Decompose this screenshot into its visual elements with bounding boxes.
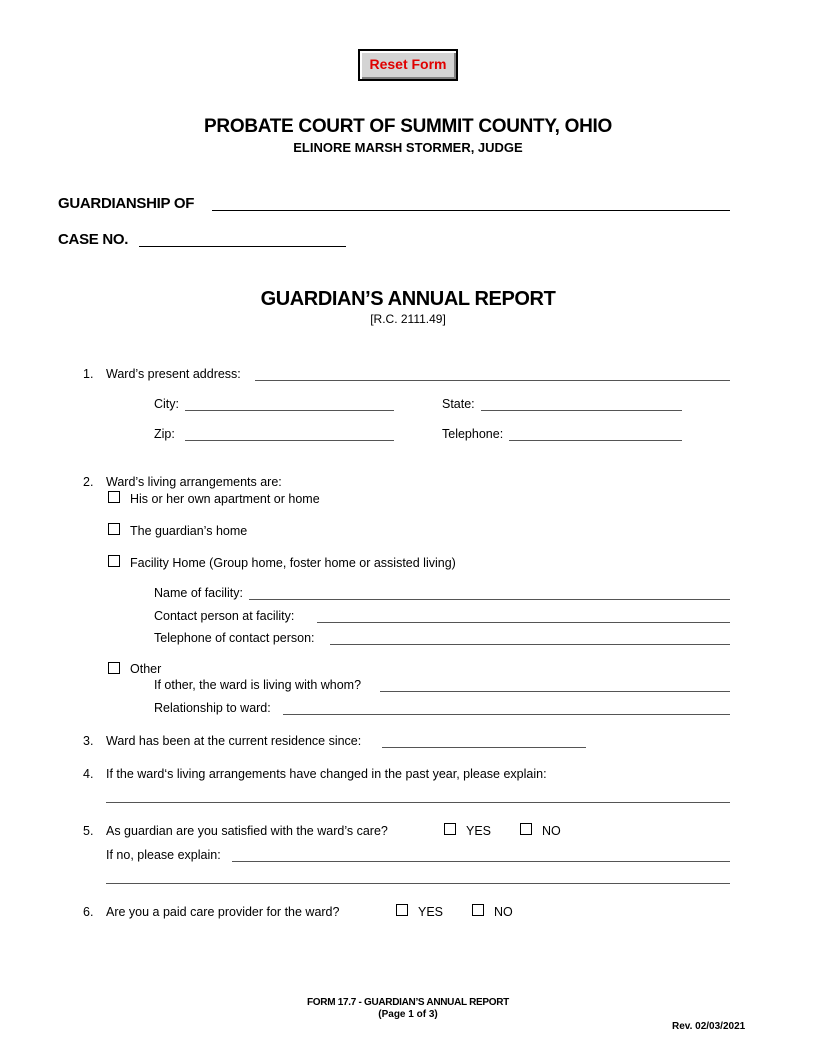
report-title: GUARDIAN’S ANNUAL REPORT	[260, 288, 556, 310]
revision-date: Rev. 02/03/2021	[672, 1021, 746, 1032]
city-input[interactable]	[187, 394, 392, 410]
q2-number: 2.	[83, 475, 94, 489]
facility-name-label: Name of facility:	[154, 586, 243, 600]
contact-person-line	[317, 622, 730, 623]
living-change-input[interactable]	[108, 786, 728, 802]
footer-form-title: FORM 17.7 - GUARDIAN’S ANNUAL REPORT	[307, 997, 509, 1008]
q6-label: Are you a paid care provider for the ward?	[106, 905, 340, 919]
paid-yes-label: YES	[418, 905, 444, 919]
living-change-line	[106, 802, 730, 803]
case-no-label: CASE NO.	[58, 231, 129, 248]
court-name: PROBATE COURT OF SUMMIT COUNTY, OHIO	[204, 116, 612, 137]
contact-phone-label: Telephone of contact person:	[154, 631, 315, 645]
paid-no-label: NO	[494, 905, 513, 919]
q5-number: 5.	[83, 824, 94, 838]
state-input[interactable]	[483, 394, 680, 410]
guardian-home-checkbox[interactable]	[108, 523, 120, 535]
satisfied-yes-checkbox[interactable]	[444, 823, 456, 835]
contact-person-label: Contact person at facility:	[154, 609, 295, 623]
reset-form-button[interactable]: Reset Form	[358, 49, 458, 81]
judge-name: ELINORE MARSH STORMER, JUDGE	[293, 140, 523, 155]
q5-label: As guardian are you satisfied with the ward’s care?	[106, 824, 388, 838]
guardianship-line	[212, 210, 730, 211]
explain-label: If no, please explain:	[106, 848, 221, 862]
other-whom-input[interactable]	[382, 675, 728, 691]
address-line	[255, 380, 730, 381]
guardianship-label: GUARDIANSHIP OF	[58, 195, 195, 212]
other-whom-label: If other, the ward is living with whom?	[154, 678, 362, 692]
contact-person-input[interactable]	[319, 606, 728, 622]
case-no-input[interactable]	[141, 230, 344, 246]
address-input[interactable]	[257, 364, 728, 380]
paid-no-checkbox[interactable]	[472, 904, 484, 916]
contact-phone-line	[330, 644, 730, 645]
q6-number: 6.	[83, 905, 94, 919]
guardianship-input[interactable]	[214, 194, 728, 210]
explain-input-1[interactable]	[234, 845, 728, 861]
explain-input-2[interactable]	[108, 867, 728, 883]
q4-label: If the ward‘s living arrangements have changed in the past year, please explain:	[106, 767, 547, 781]
explain-line-2	[106, 883, 730, 884]
facility-home-label: Facility Home (Group home, foster home or assisted living)	[130, 556, 456, 570]
statute-ref: [R.C. 2111.49]	[370, 312, 446, 326]
residence-since-input[interactable]	[384, 731, 584, 747]
city-line	[185, 410, 394, 411]
explain-line-1	[232, 861, 730, 862]
telephone-label: Telephone:	[442, 427, 504, 441]
own-home-label: His or her own apartment or home	[130, 492, 320, 506]
contact-phone-input[interactable]	[332, 628, 728, 644]
satisfied-no-label: NO	[542, 824, 561, 838]
satisfied-yes-label: YES	[466, 824, 492, 838]
facility-home-checkbox[interactable]	[108, 555, 120, 567]
telephone-input[interactable]	[511, 424, 680, 440]
q3-number: 3.	[83, 734, 94, 748]
other-whom-line	[380, 691, 730, 692]
guardian-home-label: The guardian’s home	[130, 524, 248, 538]
q4-number: 4.	[83, 767, 94, 781]
footer-page-number: (Page 1 of 3)	[378, 1009, 438, 1020]
q1-number: 1.	[83, 367, 94, 381]
paid-yes-checkbox[interactable]	[396, 904, 408, 916]
satisfied-no-checkbox[interactable]	[520, 823, 532, 835]
state-label: State:	[442, 397, 475, 411]
zip-line	[185, 440, 394, 441]
relationship-input[interactable]	[285, 698, 728, 714]
q2-label: Ward’s living arrangements are:	[106, 475, 282, 489]
relationship-line	[283, 714, 730, 715]
own-home-checkbox[interactable]	[108, 491, 120, 503]
q1-label: Ward’s present address:	[106, 367, 241, 381]
zip-label: Zip:	[154, 427, 175, 441]
q3-label: Ward has been at the current residence since:	[106, 734, 362, 748]
other-label: Other	[130, 662, 162, 676]
facility-name-line	[249, 599, 730, 600]
residence-since-line	[382, 747, 586, 748]
state-line	[481, 410, 682, 411]
other-checkbox[interactable]	[108, 662, 120, 674]
city-label: City:	[154, 397, 179, 411]
zip-input[interactable]	[187, 424, 392, 440]
relationship-label: Relationship to ward:	[154, 701, 271, 715]
telephone-line	[509, 440, 682, 441]
facility-name-input[interactable]	[251, 583, 728, 599]
case-no-line	[139, 246, 346, 247]
